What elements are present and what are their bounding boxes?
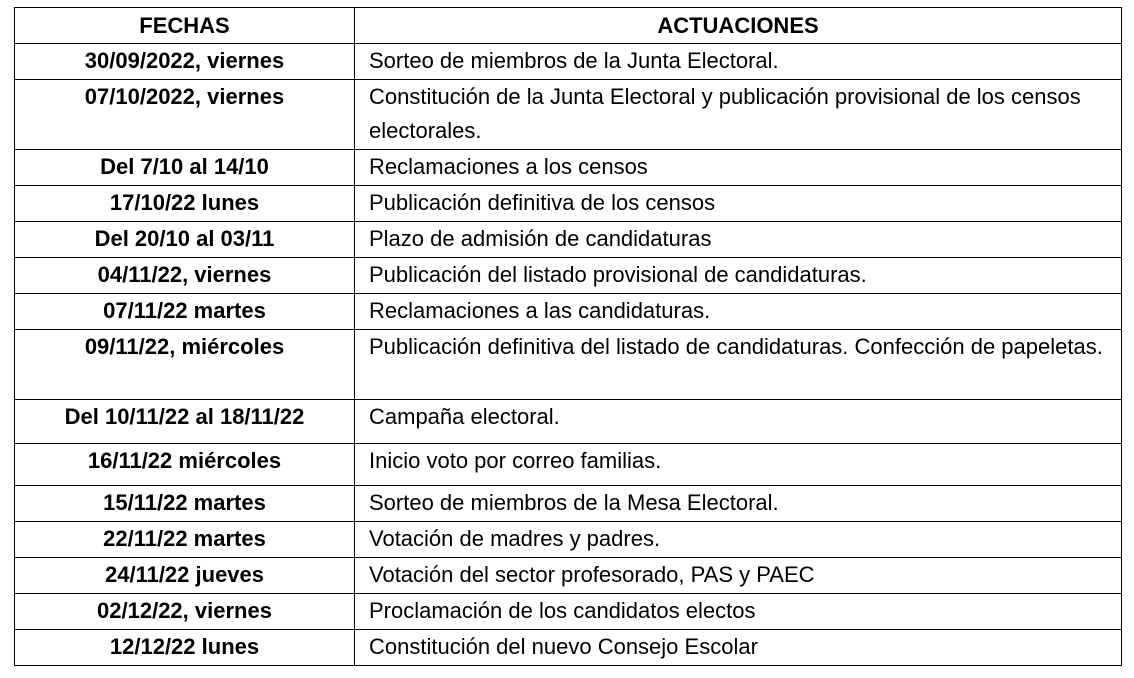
action-cell: Constitución del nuevo Consejo Escolar	[355, 630, 1122, 666]
action-cell: Reclamaciones a los censos	[355, 150, 1122, 186]
action-cell: Sorteo de miembros de la Junta Electoral.	[355, 44, 1122, 80]
date-cell: 07/10/2022, viernes	[15, 80, 355, 150]
date-cell: Del 7/10 al 14/10	[15, 150, 355, 186]
date-cell: 15/11/22 martes	[15, 486, 355, 522]
action-cell: Publicación del listado provisional de candidaturas.	[355, 258, 1122, 294]
table-row	[15, 186, 1122, 222]
table-row	[15, 400, 1122, 444]
action-cell: Publicación definitiva del listado de candidaturas. Confección de papeletas.	[355, 330, 1122, 400]
date-cell: 22/11/22 martes	[15, 522, 355, 558]
action-cell: Inicio voto por correo familias.	[355, 444, 1122, 486]
date-cell: 17/10/22 lunes	[15, 186, 355, 222]
action-cell: Votación del sector profesorado, PAS y PAEC	[355, 558, 1122, 594]
table-row	[15, 486, 1122, 522]
action-cell: Plazo de admisión de candidaturas	[355, 222, 1122, 258]
schedule-table	[14, 7, 1122, 666]
header-actions: ACTUACIONES	[355, 8, 1122, 44]
action-cell: Campaña electoral.	[355, 400, 1122, 444]
date-cell: 02/12/22, viernes	[15, 594, 355, 630]
action-cell: Votación de madres y padres.	[355, 522, 1122, 558]
table-row	[15, 558, 1122, 594]
table-row	[15, 258, 1122, 294]
date-cell: 16/11/22 miércoles	[15, 444, 355, 486]
date-cell: 12/12/22 lunes	[15, 630, 355, 666]
table-row	[15, 330, 1122, 400]
date-cell: 07/11/22 martes	[15, 294, 355, 330]
date-cell: Del 10/11/22 al 18/11/22	[15, 400, 355, 444]
table-row	[15, 630, 1122, 666]
action-cell: Constitución de la Junta Electoral y publicación provisional de los censos electorales.	[355, 80, 1122, 150]
action-cell: Sorteo de miembros de la Mesa Electoral.	[355, 486, 1122, 522]
table-row	[15, 80, 1122, 150]
date-cell: 24/11/22 jueves	[15, 558, 355, 594]
table-row	[15, 222, 1122, 258]
date-cell: Del 20/10 al 03/11	[15, 222, 355, 258]
header-dates: FECHAS	[15, 8, 355, 44]
table-row	[15, 294, 1122, 330]
table-row	[15, 444, 1122, 486]
date-cell: 04/11/22, viernes	[15, 258, 355, 294]
action-cell: Proclamación de los candidatos electos	[355, 594, 1122, 630]
table-row	[15, 522, 1122, 558]
election-calendar	[14, 7, 1121, 666]
table-row	[15, 44, 1122, 80]
action-cell: Reclamaciones a las candidaturas.	[355, 294, 1122, 330]
action-cell: Publicación definitiva de los censos	[355, 186, 1122, 222]
table-row	[15, 150, 1122, 186]
header-row	[15, 8, 1122, 44]
date-cell: 30/09/2022, viernes	[15, 44, 355, 80]
table-row	[15, 594, 1122, 630]
date-cell: 09/11/22, miércoles	[15, 330, 355, 400]
